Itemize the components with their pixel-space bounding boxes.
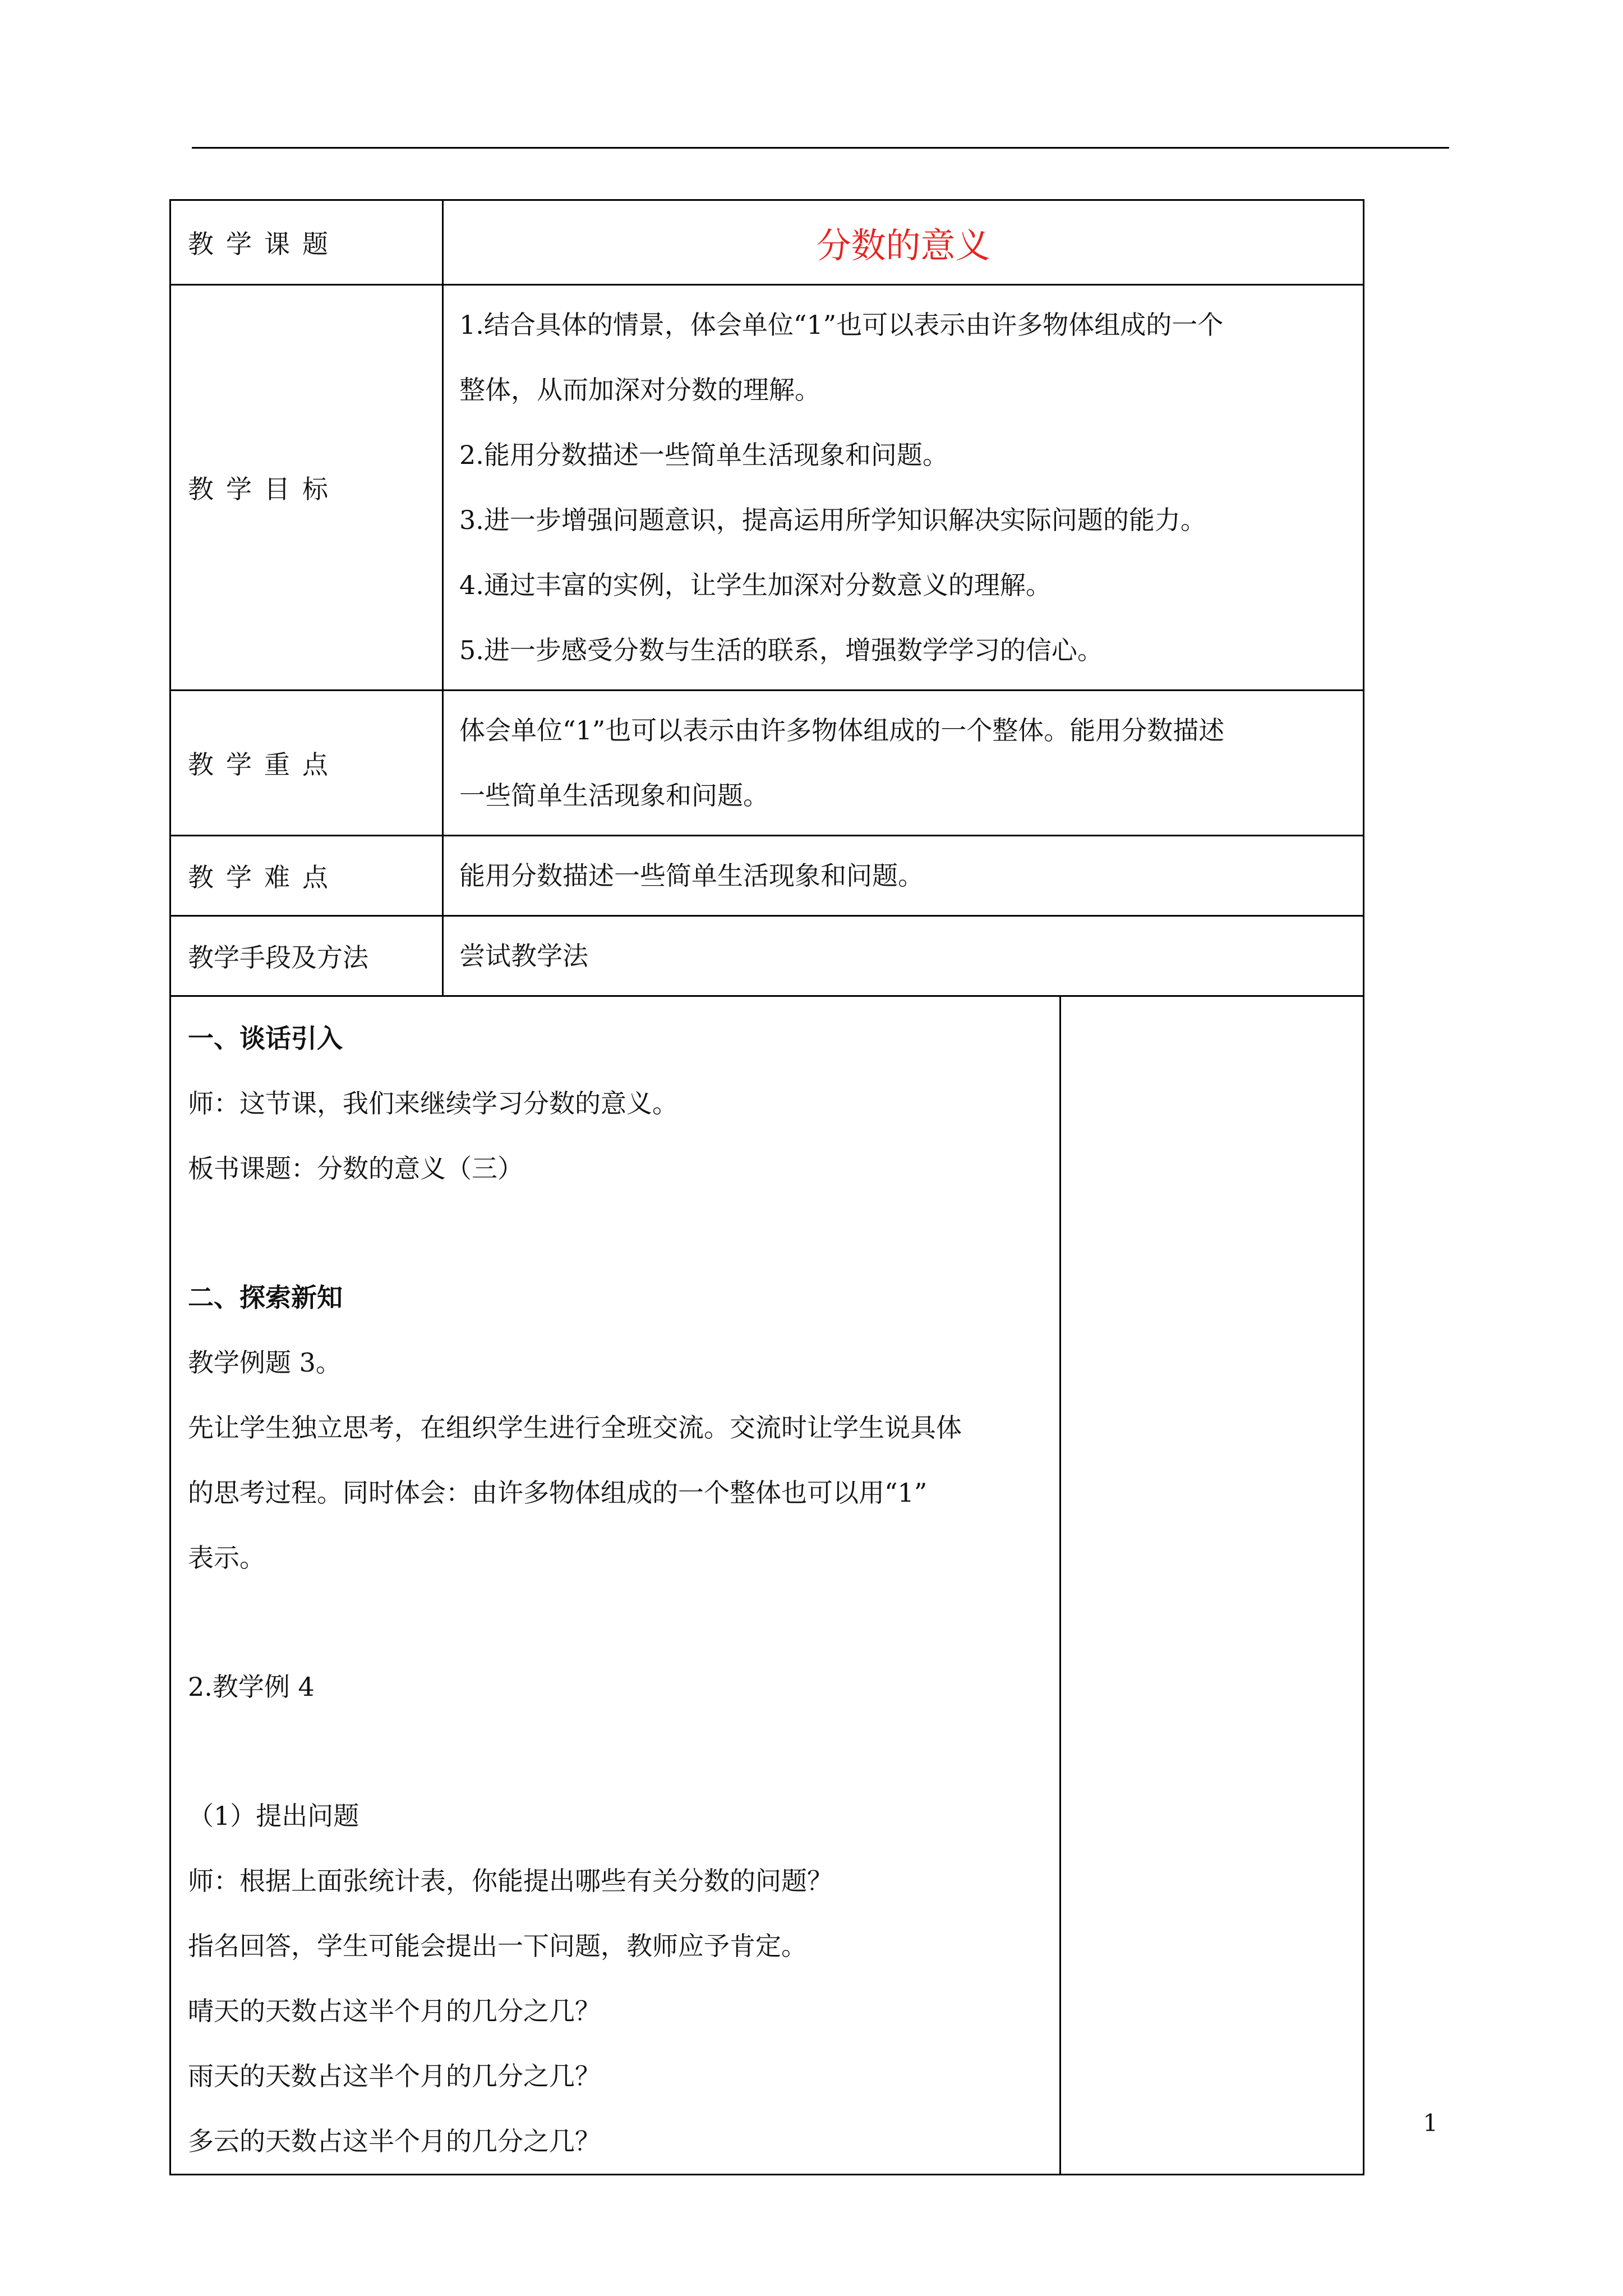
goal-line: 3.进一步增强问题意识，提高运用所学知识解决实际问题的能力。: [459, 505, 1206, 535]
body-line: 教学例题 3。: [188, 1347, 342, 1378]
blank-line: [188, 1590, 1043, 1654]
notes-column: [1061, 996, 1364, 2175]
teaching-process-content: [170, 996, 1061, 2175]
header-rule: [192, 147, 1449, 149]
goal-line: 4.通过丰富的实例，让学生加深对分数意义的理解。: [459, 570, 1052, 600]
body-line: 指名回答，学生可能会提出一下问题，教师应予肯定。: [188, 1931, 807, 1961]
body-line: 表示。: [188, 1543, 265, 1573]
sub-heading: （1）提出问题: [188, 1801, 359, 1831]
body-line: 晴天的天数占这半个月的几分之几？: [188, 1996, 601, 2026]
body-line: 师：这节课，我们来继续学习分数的意义。: [188, 1088, 678, 1119]
difficulty-row: [170, 836, 1364, 916]
topic-value: 分数的意义: [443, 200, 1364, 285]
key-point-line: 一些简单生活现象和问题。: [459, 780, 769, 811]
blank-line: [188, 1201, 1043, 1265]
goals-label: 教学目标: [170, 285, 443, 691]
body-line: 多云的天数占这半个月的几分之几？: [188, 2126, 601, 2156]
body-line: 板书课题：分数的意义（三）: [188, 1153, 523, 1184]
lesson-plan-table: [169, 199, 1364, 2175]
key-point-label: 教学重点: [170, 691, 443, 836]
goals-content: [443, 285, 1364, 691]
method-value: 尝试教学法: [443, 916, 1364, 996]
difficulty-value: 能用分数描述一些简单生活现象和问题。: [443, 836, 1364, 916]
section-heading: 二、探索新知: [188, 1282, 343, 1313]
blank-line: [188, 1719, 1043, 1783]
topic-label: 教学课题: [170, 200, 443, 285]
key-point-row: [170, 691, 1364, 836]
goal-line: 1.结合具体的情景，体会单位“1”也可以表示由许多物体组成的一个: [459, 310, 1224, 340]
topic-row: [170, 200, 1364, 285]
body-line: 雨天的天数占这半个月的几分之几？: [188, 2061, 601, 2091]
section-heading: 一、谈话引入: [188, 1023, 343, 1053]
goal-line: 5.进一步感受分数与生活的联系，增强数学学习的信心。: [459, 635, 1103, 665]
key-point-line: 体会单位“1”也可以表示由许多物体组成的一个整体。能用分数描述: [459, 715, 1225, 746]
goals-row: [170, 285, 1364, 691]
goal-line: 2.能用分数描述一些简单生活现象和问题。: [459, 440, 948, 470]
body-line: 的思考过程。同时体会：由许多物体组成的一个整体也可以用“1”: [188, 1478, 928, 1508]
difficulty-label: 教学难点: [170, 836, 443, 916]
body-line: 先让学生独立思考，在组织学生进行全班交流。交流时让学生说具体: [188, 1412, 962, 1443]
method-row: [170, 916, 1364, 996]
method-label: 教学手段及方法: [170, 916, 443, 996]
teaching-process-row: [170, 996, 1364, 2175]
key-point-content: [443, 691, 1364, 836]
goal-line: 整体，从而加深对分数的理解。: [459, 375, 820, 405]
body-line: 师：根据上面张统计表，你能提出哪些有关分数的问题？: [188, 1866, 833, 1896]
page-number: 1: [1423, 2109, 1438, 2137]
example-heading: 2.教学例 4: [188, 1672, 315, 1702]
